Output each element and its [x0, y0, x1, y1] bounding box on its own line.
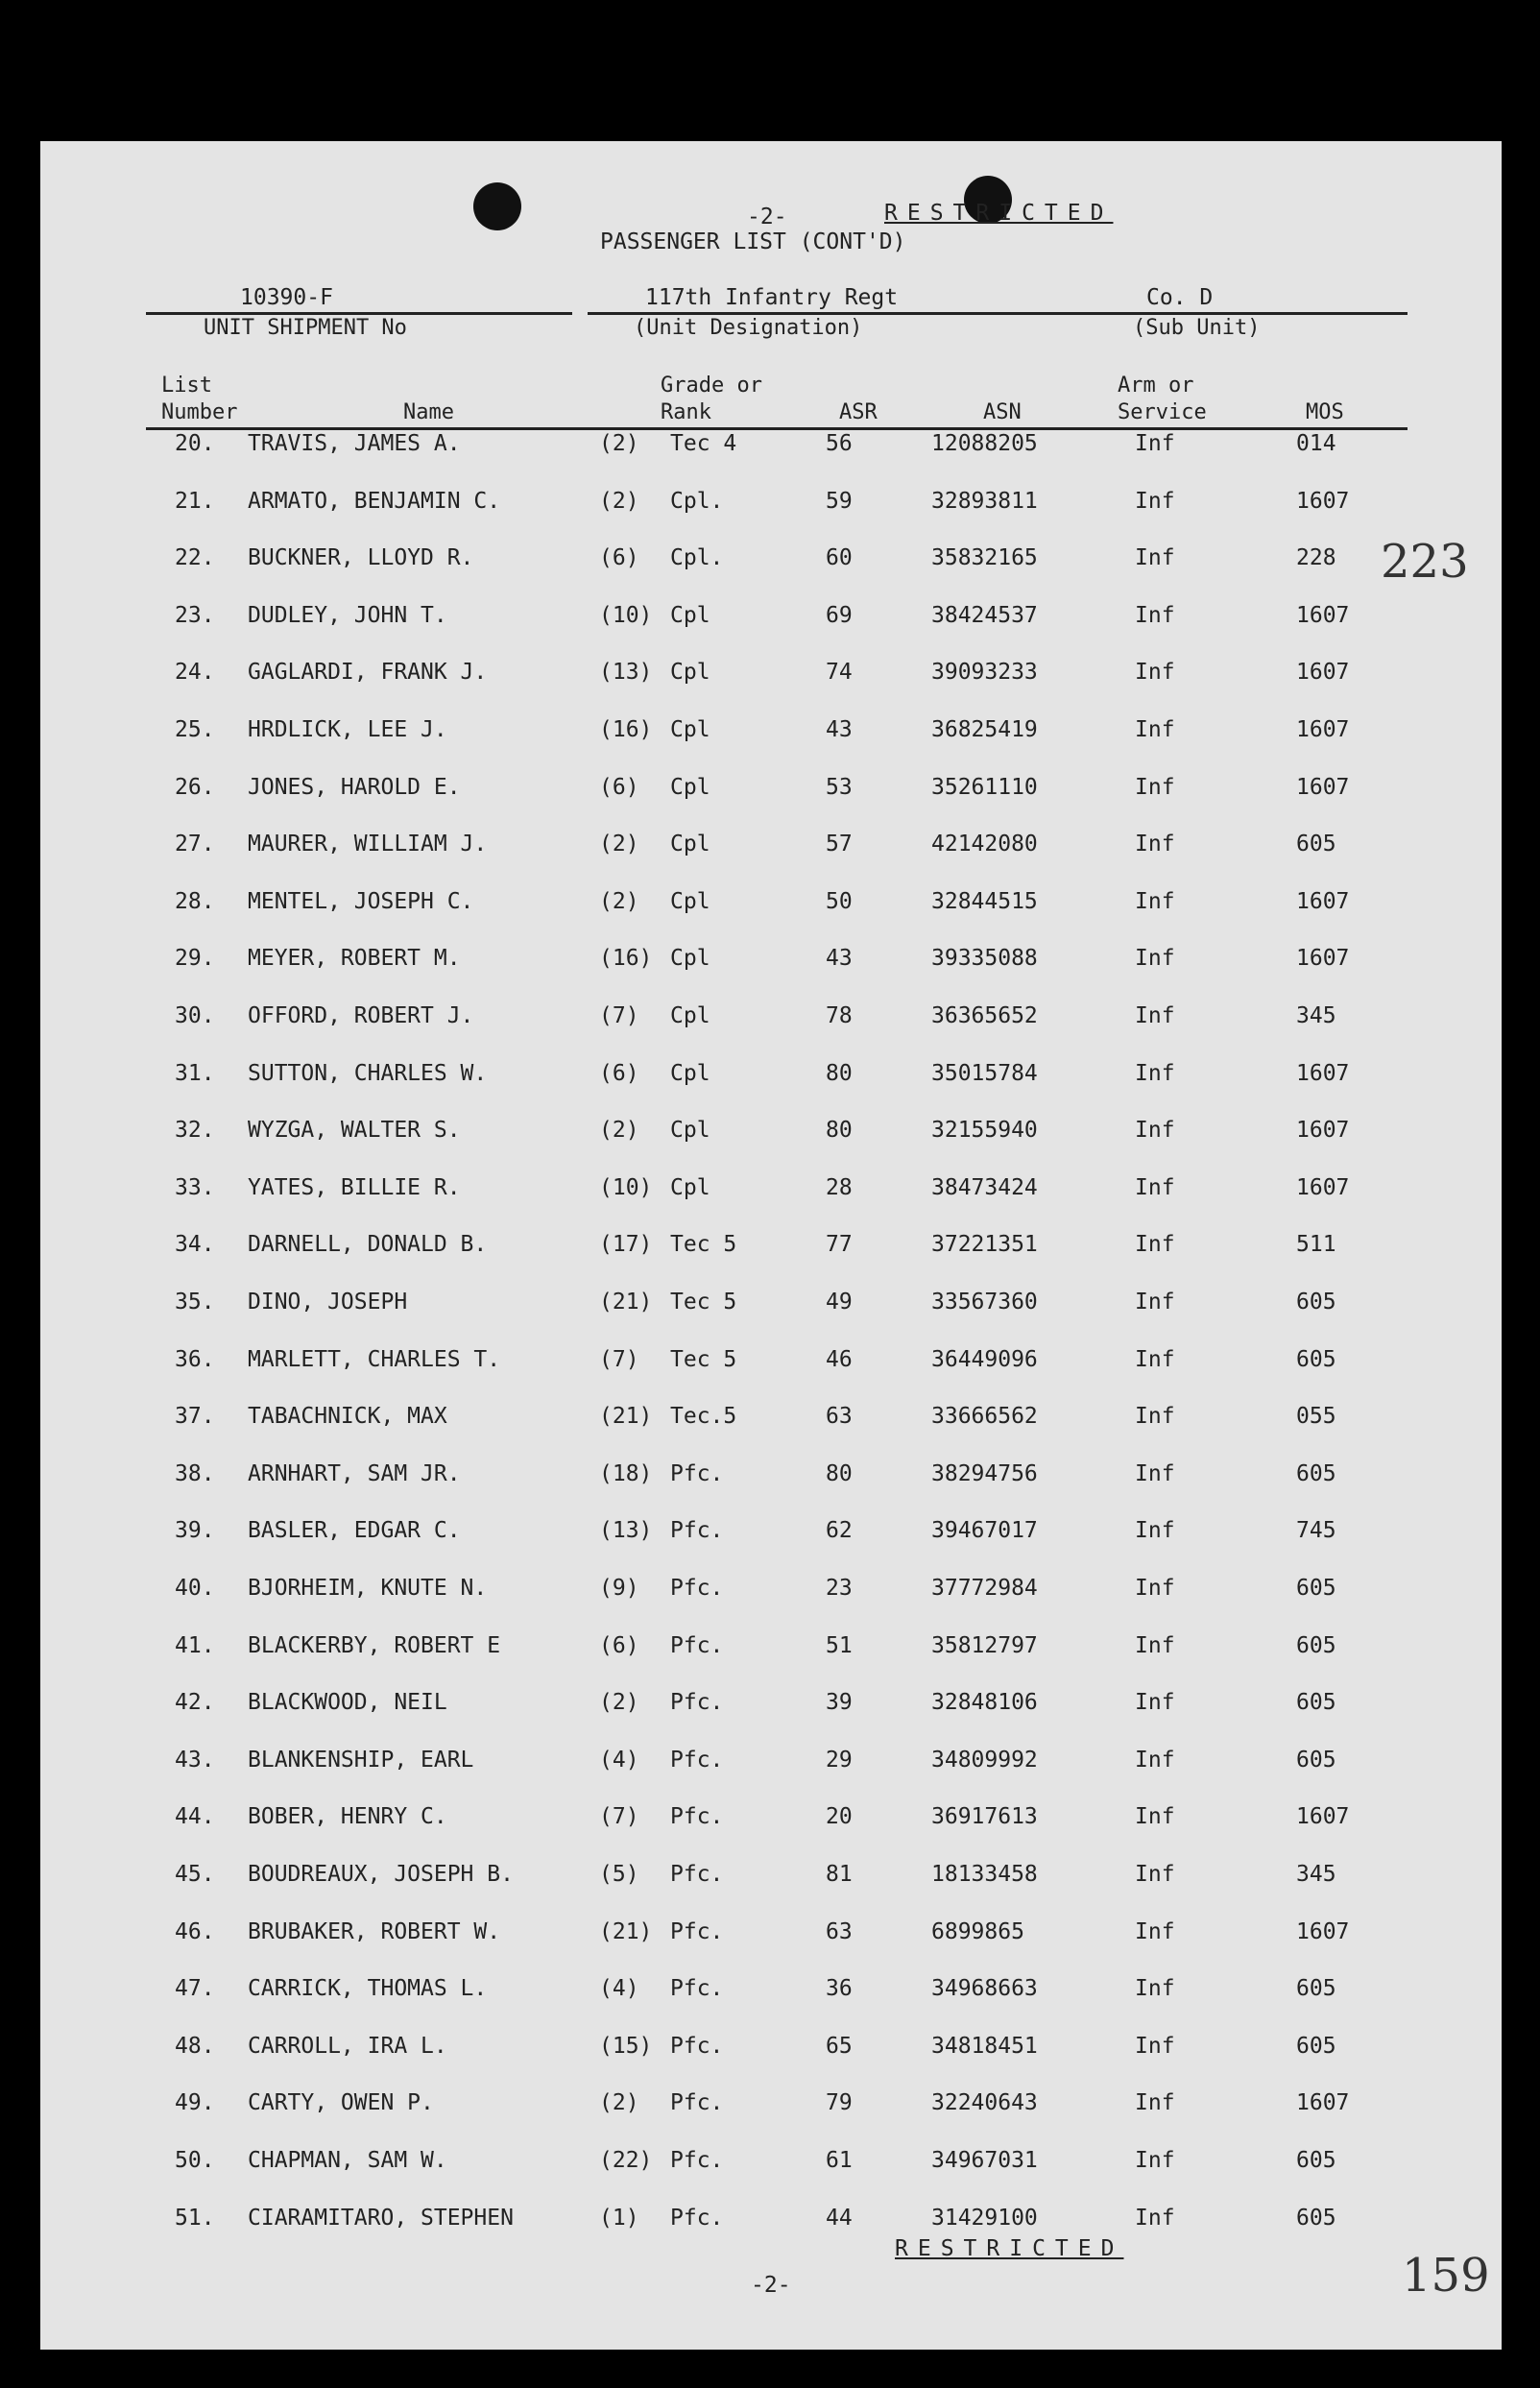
divider: [588, 312, 1048, 315]
arm-or-service: Inf: [1135, 1346, 1175, 1372]
asn: 37772984: [931, 1576, 1038, 1601]
grade-code: (4): [599, 1747, 639, 1773]
passenger-name: TABACHNICK, MAX: [248, 1404, 447, 1430]
grade: Pfc.: [670, 1918, 724, 1944]
passenger-name: MARLETT, CHARLES T.: [248, 1346, 501, 1372]
asr: 20: [826, 1804, 853, 1830]
arm-or-service: Inf: [1135, 1174, 1175, 1200]
asr: 78: [826, 1003, 853, 1028]
asn: 38294756: [931, 1460, 1038, 1486]
sub-unit-label: (Sub Unit): [1133, 316, 1261, 340]
mos: 605: [1296, 1460, 1336, 1486]
margin-number-right: 223: [1381, 535, 1469, 589]
grade: Pfc.: [670, 2205, 724, 2231]
list-number: 34.: [175, 1232, 215, 1258]
asr: 43: [826, 717, 853, 742]
grade-code: (7): [599, 1804, 639, 1830]
mos: 605: [1296, 2033, 1336, 2059]
arm-or-service: Inf: [1135, 1918, 1175, 1944]
mos: 345: [1296, 1862, 1336, 1887]
arm-or-service: Inf: [1135, 1118, 1175, 1144]
arm-or-service: Inf: [1135, 2148, 1175, 2173]
list-number: 40.: [175, 1576, 215, 1601]
asr: 50: [826, 888, 853, 914]
asr: 69: [826, 602, 853, 628]
grade-code: (6): [599, 1060, 639, 1086]
list-number: 29.: [175, 946, 215, 972]
grade: Cpl: [670, 946, 710, 972]
arm-or-service: Inf: [1135, 660, 1175, 686]
passenger-name: BUCKNER, LLOYD R.: [248, 545, 474, 571]
asn: 18133458: [931, 1862, 1038, 1887]
grade-code: (2): [599, 488, 639, 514]
classification-header: RESTRICTED: [884, 201, 1114, 226]
grade: Pfc.: [670, 1804, 724, 1830]
passenger-name: ARMATO, BENJAMIN C.: [248, 488, 501, 514]
arm-or-service: Inf: [1135, 1290, 1175, 1315]
asr: 60: [826, 545, 853, 571]
list-number: 43.: [175, 1747, 215, 1773]
col-header-asr: ASR: [839, 400, 878, 424]
grade: Cpl: [670, 774, 710, 800]
grade: Cpl: [670, 1174, 710, 1200]
asr: 61: [826, 2148, 853, 2173]
asr: 63: [826, 1404, 853, 1430]
list-number: 46.: [175, 1918, 215, 1944]
grade-code: (5): [599, 1862, 639, 1887]
list-number: 22.: [175, 545, 215, 571]
grade-code: (21): [599, 1918, 653, 1944]
asr: 56: [826, 431, 853, 456]
arm-or-service: Inf: [1135, 1518, 1175, 1544]
list-number: 24.: [175, 660, 215, 686]
grade-code: (1): [599, 2205, 639, 2231]
grade-code: (21): [599, 1404, 653, 1430]
unit-shipment-label: UNIT SHIPMENT No: [204, 316, 407, 340]
list-number: 31.: [175, 1060, 215, 1086]
mos: 1607: [1296, 946, 1350, 972]
list-number: 36.: [175, 1346, 215, 1372]
grade: Cpl: [670, 602, 710, 628]
list-number: 49.: [175, 2090, 215, 2116]
mos: 1607: [1296, 602, 1350, 628]
grade-code: (2): [599, 888, 639, 914]
passenger-name: WYZGA, WALTER S.: [248, 1118, 461, 1144]
grade-code: (16): [599, 717, 653, 742]
grade: Cpl: [670, 717, 710, 742]
col-header-grade: Grade or: [661, 374, 762, 398]
list-number: 20.: [175, 431, 215, 456]
asr: 59: [826, 488, 853, 514]
mos: 014: [1296, 431, 1336, 456]
asn: 37221351: [931, 1232, 1038, 1258]
mos: 745: [1296, 1518, 1336, 1544]
grade: Cpl.: [670, 488, 724, 514]
mos: 1607: [1296, 1060, 1350, 1086]
grade-code: (15): [599, 2033, 653, 2059]
asr: 80: [826, 1060, 853, 1086]
list-number: 27.: [175, 832, 215, 857]
mos: 605: [1296, 1747, 1336, 1773]
grade: Cpl: [670, 1060, 710, 1086]
arm-or-service: Inf: [1135, 602, 1175, 628]
mos: 1607: [1296, 488, 1350, 514]
asr: 63: [826, 1918, 853, 1944]
grade-code: (4): [599, 1976, 639, 2002]
arm-or-service: Inf: [1135, 774, 1175, 800]
list-number: 21.: [175, 488, 215, 514]
grade-code: (2): [599, 832, 639, 857]
passenger-name: DUDLEY, JOHN T.: [248, 602, 447, 628]
asn: 39093233: [931, 660, 1038, 686]
mos: 1607: [1296, 888, 1350, 914]
list-number: 26.: [175, 774, 215, 800]
asn: 35015784: [931, 1060, 1038, 1086]
document-sheet: [40, 141, 1502, 2350]
passenger-name: MAURER, WILLIAM J.: [248, 832, 488, 857]
grade: Cpl: [670, 1003, 710, 1028]
unit-shipment-number: 10390-F: [240, 285, 333, 310]
asn: 36365652: [931, 1003, 1038, 1028]
list-number: 28.: [175, 888, 215, 914]
arm-or-service: Inf: [1135, 1232, 1175, 1258]
classification-footer: RESTRICTED: [895, 2236, 1124, 2261]
asn: 34967031: [931, 2148, 1038, 2173]
arm-or-service: Inf: [1135, 946, 1175, 972]
grade-code: (2): [599, 2090, 639, 2116]
mos: 1607: [1296, 1174, 1350, 1200]
asr: 81: [826, 1862, 853, 1887]
grade: Cpl: [670, 660, 710, 686]
asn: 32893811: [931, 488, 1038, 514]
grade-code: (7): [599, 1003, 639, 1028]
arm-or-service: Inf: [1135, 832, 1175, 857]
grade-code: (6): [599, 545, 639, 571]
arm-or-service: Inf: [1135, 1460, 1175, 1486]
arm-or-service: Inf: [1135, 2033, 1175, 2059]
page-number-bottom: -2-: [751, 2273, 791, 2298]
asn: 39335088: [931, 946, 1038, 972]
col-header-mos: MOS: [1306, 400, 1344, 424]
asr: 36: [826, 1976, 853, 2002]
grade-code: (13): [599, 1518, 653, 1544]
grade-code: (9): [599, 1576, 639, 1601]
asn: 38473424: [931, 1174, 1038, 1200]
header-rule: [146, 427, 1408, 430]
grade: Pfc.: [670, 1862, 724, 1887]
asr: 80: [826, 1460, 853, 1486]
grade: Pfc.: [670, 1576, 724, 1601]
list-number: 33.: [175, 1174, 215, 1200]
mos: 605: [1296, 1346, 1336, 1372]
grade-code: (16): [599, 946, 653, 972]
grade: Pfc.: [670, 1460, 724, 1486]
grade-code: (2): [599, 1118, 639, 1144]
list-number: 37.: [175, 1404, 215, 1430]
grade-code: (10): [599, 1174, 653, 1200]
grade: Cpl: [670, 1118, 710, 1144]
list-number: 39.: [175, 1518, 215, 1544]
grade: Cpl: [670, 832, 710, 857]
mos: 511: [1296, 1232, 1336, 1258]
passenger-name: BJORHEIM, KNUTE N.: [248, 1576, 488, 1601]
list-number: 38.: [175, 1460, 215, 1486]
col-header-rank: Rank: [661, 400, 711, 424]
passenger-name: BLACKWOOD, NEIL: [248, 1690, 447, 1716]
arm-or-service: Inf: [1135, 1804, 1175, 1830]
asn: 34818451: [931, 2033, 1038, 2059]
list-number: 48.: [175, 2033, 215, 2059]
grade-code: (2): [599, 431, 639, 456]
asn: 42142080: [931, 832, 1038, 857]
mos: 1607: [1296, 1918, 1350, 1944]
asn: 12088205: [931, 431, 1038, 456]
asr: 62: [826, 1518, 853, 1544]
asn: 36825419: [931, 717, 1038, 742]
passenger-name: BASLER, EDGAR C.: [248, 1518, 461, 1544]
list-number: 23.: [175, 602, 215, 628]
grade: Tec 5: [670, 1232, 737, 1258]
asr: 49: [826, 1290, 853, 1315]
divider: [1023, 312, 1408, 315]
list-number: 25.: [175, 717, 215, 742]
mos: 1607: [1296, 717, 1350, 742]
mos: 1607: [1296, 660, 1350, 686]
grade: Tec 5: [670, 1346, 737, 1372]
passenger-name: BOBER, HENRY C.: [248, 1804, 447, 1830]
passenger-name: DARNELL, DONALD B.: [248, 1232, 488, 1258]
grade: Pfc.: [670, 1518, 724, 1544]
passenger-name: BOUDREAUX, JOSEPH B.: [248, 1862, 514, 1887]
grade: Pfc.: [670, 1632, 724, 1658]
grade-code: (22): [599, 2148, 653, 2173]
grade: Tec.5: [670, 1404, 737, 1430]
grade: Cpl: [670, 888, 710, 914]
mos: 228: [1296, 545, 1336, 571]
margin-number-bottom: 159: [1402, 2249, 1490, 2303]
mos: 055: [1296, 1404, 1336, 1430]
list-number: 47.: [175, 1976, 215, 2002]
asr: 28: [826, 1174, 853, 1200]
col-header-asn: ASN: [983, 400, 1022, 424]
col-header-number: Number: [161, 400, 238, 424]
unit-designation: 117th Infantry Regt: [645, 285, 899, 310]
asr: 39: [826, 1690, 853, 1716]
grade-code: (13): [599, 660, 653, 686]
arm-or-service: Inf: [1135, 2090, 1175, 2116]
arm-or-service: Inf: [1135, 1576, 1175, 1601]
mos: 1607: [1296, 1118, 1350, 1144]
document-title: PASSENGER LIST (CONT'D): [600, 229, 906, 254]
arm-or-service: Inf: [1135, 1690, 1175, 1716]
list-number: 44.: [175, 1804, 215, 1830]
mos: 605: [1296, 2205, 1336, 2231]
arm-or-service: Inf: [1135, 545, 1175, 571]
arm-or-service: Inf: [1135, 1404, 1175, 1430]
asr: 65: [826, 2033, 853, 2059]
passenger-name: MEYER, ROBERT M.: [248, 946, 461, 972]
grade: Pfc.: [670, 2033, 724, 2059]
arm-or-service: Inf: [1135, 488, 1175, 514]
asn: 32844515: [931, 888, 1038, 914]
grade: Cpl.: [670, 545, 724, 571]
passenger-name: BLANKENSHIP, EARL: [248, 1747, 474, 1773]
mos: 1607: [1296, 1804, 1350, 1830]
grade-code: (6): [599, 1632, 639, 1658]
mos: 605: [1296, 1632, 1336, 1658]
passenger-name: GAGLARDI, FRANK J.: [248, 660, 488, 686]
passenger-name: CHAPMAN, SAM W.: [248, 2148, 447, 2173]
grade-code: (21): [599, 1290, 653, 1315]
asr: 77: [826, 1232, 853, 1258]
asr: 44: [826, 2205, 853, 2231]
grade-code: (10): [599, 602, 653, 628]
asr: 53: [826, 774, 853, 800]
asr: 57: [826, 832, 853, 857]
grade: Pfc.: [670, 1976, 724, 2002]
grade: Tec 4: [670, 431, 737, 456]
mos: 345: [1296, 1003, 1336, 1028]
asn: 36917613: [931, 1804, 1038, 1830]
asn: 34968663: [931, 1976, 1038, 2002]
list-number: 35.: [175, 1290, 215, 1315]
asr: 43: [826, 946, 853, 972]
arm-or-service: Inf: [1135, 1632, 1175, 1658]
passenger-name: DINO, JOSEPH: [248, 1290, 408, 1315]
asn: 32240643: [931, 2090, 1038, 2116]
grade: Pfc.: [670, 1690, 724, 1716]
page-number-top: -2-: [747, 205, 787, 229]
asn: 6899865: [931, 1918, 1024, 1944]
asr: 23: [826, 1576, 853, 1601]
mos: 605: [1296, 2148, 1336, 2173]
list-number: 51.: [175, 2205, 215, 2231]
asn: 34809992: [931, 1747, 1038, 1773]
passenger-name: OFFORD, ROBERT J.: [248, 1003, 474, 1028]
passenger-name: BLACKERBY, ROBERT E: [248, 1632, 501, 1658]
list-number: 32.: [175, 1118, 215, 1144]
arm-or-service: Inf: [1135, 888, 1175, 914]
divider: [146, 312, 572, 315]
col-header-list: List: [161, 374, 212, 398]
asr: 74: [826, 660, 853, 686]
list-number: 30.: [175, 1003, 215, 1028]
passenger-name: HRDLICK, LEE J.: [248, 717, 447, 742]
asn: 32155940: [931, 1118, 1038, 1144]
arm-or-service: Inf: [1135, 2205, 1175, 2231]
passenger-name: MENTEL, JOSEPH C.: [248, 888, 474, 914]
passenger-name: CARTY, OWEN P.: [248, 2090, 434, 2116]
asr: 29: [826, 1747, 853, 1773]
asn: 31429100: [931, 2205, 1038, 2231]
mos: 605: [1296, 832, 1336, 857]
passenger-name: YATES, BILLIE R.: [248, 1174, 461, 1200]
passenger-name: JONES, HAROLD E.: [248, 774, 461, 800]
passenger-name: BRUBAKER, ROBERT W.: [248, 1918, 501, 1944]
passenger-name: CARRICK, THOMAS L.: [248, 1976, 488, 2002]
grade: Tec 5: [670, 1290, 737, 1315]
passenger-name: TRAVIS, JAMES A.: [248, 431, 461, 456]
arm-or-service: Inf: [1135, 1003, 1175, 1028]
grade-code: (18): [599, 1460, 653, 1486]
col-header-arm: Arm or: [1118, 374, 1194, 398]
list-number: 45.: [175, 1862, 215, 1887]
sub-unit: Co. D: [1146, 285, 1214, 310]
punch-hole: [473, 182, 521, 230]
asn: 38424537: [931, 602, 1038, 628]
mos: 1607: [1296, 2090, 1350, 2116]
passenger-name: SUTTON, CHARLES W.: [248, 1060, 488, 1086]
asn: 33567360: [931, 1290, 1038, 1315]
arm-or-service: Inf: [1135, 1747, 1175, 1773]
grade-code: (17): [599, 1232, 653, 1258]
passenger-name: ARNHART, SAM JR.: [248, 1460, 461, 1486]
list-number: 41.: [175, 1632, 215, 1658]
asr: 79: [826, 2090, 853, 2116]
asn: 32848106: [931, 1690, 1038, 1716]
asn: 33666562: [931, 1404, 1038, 1430]
mos: 605: [1296, 1290, 1336, 1315]
arm-or-service: Inf: [1135, 431, 1175, 456]
unit-designation-label: (Unit Designation): [634, 316, 863, 340]
col-header-service: Service: [1118, 400, 1207, 424]
passenger-name: CIARAMITARO, STEPHEN: [248, 2205, 514, 2231]
asr: 80: [826, 1118, 853, 1144]
mos: 1607: [1296, 774, 1350, 800]
grade: Pfc.: [670, 2090, 724, 2116]
mos: 605: [1296, 1976, 1336, 2002]
asn: 39467017: [931, 1518, 1038, 1544]
mos: 605: [1296, 1576, 1336, 1601]
arm-or-service: Inf: [1135, 1976, 1175, 2002]
grade-code: (2): [599, 1690, 639, 1716]
asr: 46: [826, 1346, 853, 1372]
arm-or-service: Inf: [1135, 717, 1175, 742]
grade-code: (6): [599, 774, 639, 800]
passenger-name: CARROLL, IRA L.: [248, 2033, 447, 2059]
arm-or-service: Inf: [1135, 1060, 1175, 1086]
asn: 35832165: [931, 545, 1038, 571]
grade: Pfc.: [670, 1747, 724, 1773]
grade-code: (7): [599, 1346, 639, 1372]
mos: 605: [1296, 1690, 1336, 1716]
arm-or-service: Inf: [1135, 1862, 1175, 1887]
list-number: 50.: [175, 2148, 215, 2173]
asr: 51: [826, 1632, 853, 1658]
col-header-name: Name: [403, 400, 454, 424]
asn: 36449096: [931, 1346, 1038, 1372]
list-number: 42.: [175, 1690, 215, 1716]
grade: Pfc.: [670, 2148, 724, 2173]
asn: 35812797: [931, 1632, 1038, 1658]
asn: 35261110: [931, 774, 1038, 800]
